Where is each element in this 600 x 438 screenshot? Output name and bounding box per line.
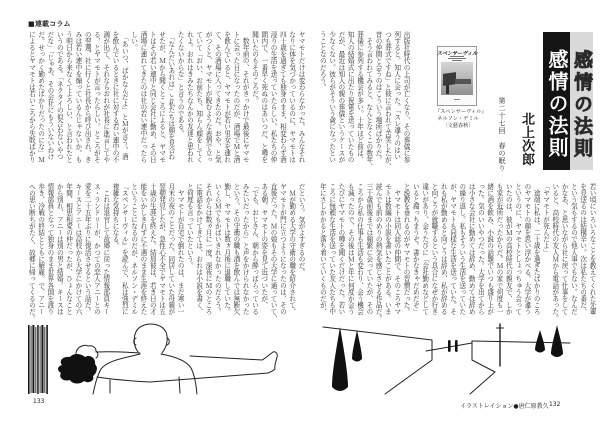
section-label: ■連載コラム	[28, 20, 71, 28]
text-column: も家が近所だったからだ。Ｍの家で何度も一	[495, 183, 504, 315]
text-column: 読んでも前のめりの熱気を感じさせる作品だ。	[374, 183, 383, 322]
text-column: によるとヤマモトは若いころから失敗ばかり	[27, 31, 36, 163]
text-column: Ｍが勤める大学の守衛の職を紹介されて、	[287, 183, 296, 315]
text-column: モトは数編の小説を書いたことがある。いま	[383, 183, 392, 315]
illustration-couple	[0, 300, 310, 410]
text-column: それからは数ヵ月に一度、深夜にＭのところ	[204, 183, 213, 315]
cover-text-line	[448, 58, 466, 59]
text-column: ある朝、ヤマモトの姿を見て近づいたが、	[259, 183, 268, 309]
text-column: かなあ、と思いながら社に戻って仕事をして	[560, 183, 569, 315]
text-column: の翌週、社に行くと社長から呼び出され、き	[83, 31, 92, 163]
text-column: ヤマモトは同人誌の仲間で、そのころヤマ	[392, 183, 401, 315]
left-page-upper-text	[24, 31, 305, 177]
text-column: いると、高校時代の友人Ｍから電話があった。	[550, 183, 559, 322]
text-column: った。気のいいやつだった。大学を出てから	[476, 183, 485, 315]
text-column: そう言われてみると、なんとなくこの数年、	[364, 31, 373, 170]
man-ear-left	[134, 338, 136, 345]
text-column: に電話をかけてきては、おれは小説を書く、	[194, 183, 203, 315]
text-column: 勤し、ヤマモトは数ヵ月後に退職していた。	[222, 183, 231, 315]
vertical-stripes-pattern	[28, 325, 48, 394]
text-column: ス・ランドリーが、かつての恋人アニーとの	[92, 183, 101, 315]
text-column: ころから私の仕事も生活も変わり、会う機会	[355, 183, 364, 315]
text-column: みたいだったから」と声をかけられなかった	[241, 183, 250, 315]
text-column: いうのである。「ネクタイの似合わないやつ	[55, 31, 64, 160]
right-page-upper-text	[316, 31, 410, 177]
text-column: ヤマモトが門に立つようになったのは、その	[278, 183, 287, 315]
text-column: トはその若い連中と同じ会社に勤め、その日	[148, 31, 157, 163]
text-column: 『スペンサーヴィル』を読んで、私は強烈に	[120, 183, 129, 315]
woman-legs	[97, 352, 277, 382]
text-column: 年間、相思相愛の仲だったが、ひょんなこと	[64, 183, 73, 315]
text-column: たびにヤマモトの噂を聞くだけだった。若い	[336, 183, 345, 315]
distant-figure	[455, 340, 458, 352]
text-column: という。その守衛の職も酒を飲んでは無断欠	[231, 183, 240, 315]
man-left-shoulder	[93, 354, 140, 394]
page-number-left: 133	[33, 398, 45, 405]
text-column: 「あいつ、ばかなんだよ」とＭが言う。酒	[120, 31, 129, 160]
text-column: 歩き、冷戦の終結とともに解雇。で、アニー	[36, 183, 45, 315]
text-column: たくないからな」と言うのである。	[176, 31, 185, 137]
text-column: が、ヤマモトも同様な生活を送っていた。そ	[448, 183, 457, 315]
text-column: いくらＭでもかばいきれなかったのだろう。	[213, 183, 222, 315]
text-column: 「でも、おじさん、朝から酔っぱらっている	[250, 183, 259, 315]
text-column: 出版社時代の上司が亡くなり、その葬儀に参	[402, 31, 410, 163]
title-block	[543, 32, 570, 170]
text-column: 浸りの生活を送っていたらしい。私たちの仲	[269, 31, 278, 163]
text-column: と向こうが就職するという具合になぜか行き	[429, 183, 438, 315]
text-column: ころに無頼な生活を送っていた友人たちも中	[327, 183, 336, 315]
page-number-right: 132	[549, 401, 561, 408]
text-column: 翌朝発見したが、急性心不全でヤマモトは五	[157, 183, 166, 315]
text-column: 数年前の、それがきっかけで最後にヤマモ	[241, 31, 250, 163]
text-column: 緒に酒を飲み、小説の話題でいつも盛り上が	[485, 183, 494, 315]
text-column: 間内で、一番早く死ぬのはあいつだ、と噂を	[259, 31, 268, 163]
text-column: から別れ、アニーは別の男と結婚。キースは	[55, 183, 64, 315]
installment-subtitle: 第二十七回 春の眠り	[498, 97, 506, 172]
text-column: みは若い連中を煽っているんじゃないか。も	[73, 31, 82, 163]
cypress-tree	[352, 330, 362, 362]
cypress-tree	[332, 327, 348, 391]
text-column: のヤマモトの顔を思い浮かべる。大学が違う	[522, 183, 531, 315]
text-column: がつくと、ヤマモトが睨むような表情で立っ	[204, 31, 213, 163]
text-column: 若い頃にいろいろなことを教えてくれた先輩	[588, 183, 596, 315]
text-column: というのに、ヤマモトとしょっちゅう会って	[513, 183, 522, 315]
text-column: 聞いたのもそのころだ。	[250, 31, 259, 104]
text-column: を見送るのは結構辛い。次は私たちの番だ、	[578, 183, 587, 315]
text-column: 情報部員となって独身のまま世界各国を渡り	[45, 183, 54, 315]
text-column: 少なくない。彼らがそういう歳になったとい	[327, 31, 336, 163]
text-column: う明日から来なくてよろしい、と言われたと	[64, 31, 73, 163]
text-column: しい。	[129, 31, 138, 51]
text-column: る、とヤマモトが言ったらしい。ところがそ	[92, 31, 101, 163]
book-cover-photo	[441, 62, 473, 95]
cover-text-line	[450, 56, 464, 57]
cypress-tree	[551, 325, 563, 357]
man-head	[134, 324, 167, 353]
text-column: キースとアニーは高校から大学にかけての六	[73, 183, 82, 315]
text-column: 月末の夜のことだった。同居していた母親が	[166, 183, 175, 315]
text-column: 途端に私は、二十歳を過ぎたばかりのころ	[532, 183, 541, 315]
text-column: だが、最近は知人の親の葬儀というケースが	[336, 31, 345, 163]
text-column: いると腐っちまうぞ。書かなきゃだめだぞ」	[411, 183, 420, 315]
text-column: ということになるのだが、ネルソン・デミル	[129, 183, 138, 315]
book-caption-publisher: 〔文藝春秋〕	[442, 123, 474, 129]
text-column: 直後だった。Ｍの娘もその大学に通っていて、	[269, 183, 278, 322]
text-column: 三十歳前後までは頻繁に会っていたが、その	[364, 183, 373, 315]
text-column: いたのは、彼がＭの高校時代の親友で、しか	[504, 183, 513, 315]
illustration-road	[315, 318, 600, 400]
text-column: 年にさしかかると落ち着いていくものだが、	[318, 183, 327, 315]
text-column: 十歳の生涯を終えた。結局彼は、若き日の才	[148, 183, 157, 315]
text-column: 能をいかしきれずに不遇のまま生涯を終えた	[138, 183, 147, 315]
text-column: 「なんだいあれは」と私たちは顔を見合わ	[166, 31, 175, 160]
text-column: ていて「おい、お前たち、知らん顔をしてく	[194, 31, 203, 163]
book-caption	[435, 109, 487, 130]
text-column: への思い断ちがたく、故郷に帰ってくるのだ。	[27, 183, 36, 322]
text-column: の繰り返し。私もそういう生活を送っていた	[457, 183, 466, 315]
text-column: うことなのだろう。	[318, 31, 327, 91]
cover-publisher-mark	[454, 99, 460, 100]
text-column: 違いがあり、会うたびに「会社勤めなどして	[420, 183, 429, 315]
book-cover-title: スペンサーヴィル	[436, 51, 478, 57]
text-column: だな」「じゃあ、その会社にもういないわけ	[45, 31, 54, 160]
text-column: れも私が勤めると向こうは辞め、私が辞める	[439, 183, 448, 315]
text-column: 複雑な気持ちになる。	[111, 183, 120, 249]
woman-hair	[58, 354, 97, 384]
text-column: 愛を二十五年ぶりに復活させるという話だ。	[83, 183, 92, 315]
text-column: 列すると、知人に会った。「スレ違うのはい	[392, 31, 401, 160]
text-column: 酒場に連れてきたのは社の若い連中だったら	[138, 31, 147, 163]
text-column: 四十歳を過ぎても独身のまま、相変わらず酒	[278, 31, 287, 163]
text-column: も減ったので、その後はＭと年に何度か会う	[346, 183, 355, 315]
road-right-edge	[470, 341, 495, 394]
text-column: つも葬式ですね」と彼に言われて苦笑したが、	[383, 31, 392, 170]
text-column: 葬儀に参列する機会が多い。十年ほど前は、	[355, 31, 364, 163]
text-column: て、その酒場に入ってきたのだ。おや、と気	[213, 31, 222, 163]
text-column: トに会った日になったのだが、酒場でＭと酒	[231, 31, 240, 163]
text-column: れよ。おれはきみたちなんかの友達と思われ	[185, 31, 194, 163]
right-page-lower-text	[316, 183, 596, 325]
text-column: ヤマモトだけは変わらなかった。みんなそれ	[297, 31, 305, 163]
book-cover	[437, 46, 477, 106]
cover-text-line	[452, 60, 462, 61]
woman-body-top	[96, 352, 140, 353]
text-column: と説教を垂れるのがヤマモトの習慣だった。	[402, 183, 411, 315]
text-column: せたが、Ｍから聞くところによると、ヤマモ	[157, 31, 166, 163]
book-caption-title: 『スペンサーヴィル』	[435, 109, 487, 115]
text-column: という気もするので他人事でもない。なんだ	[569, 183, 578, 315]
illustration-credit: イラストレイション●唐仁原教久	[460, 403, 549, 410]
title-outline-block	[570, 32, 593, 170]
man-right-shoulder	[161, 354, 197, 394]
title-outline-text: 感情の法則	[571, 50, 593, 160]
cypress-tree	[535, 330, 545, 353]
cover-photo-figure	[446, 85, 449, 94]
text-column: 「ヤマモトが死んだよ」	[541, 183, 550, 256]
text-column: を飲んでいるときに社に対する若い連中の不	[111, 31, 120, 163]
text-column: だ。せっかく勤めたばかりだったのにな」Ｍ	[36, 31, 45, 163]
page-title: 感情の法則	[545, 49, 569, 159]
text-column: 昔の仲間と会うのはこういう場所ばかりだ。	[374, 31, 383, 163]
text-column: を飲んでいると、ヤマモトが若い男女を連れ	[222, 31, 231, 163]
cover-photo-shadow	[455, 79, 471, 84]
text-column: だという。気がよすぎるのだ。	[297, 183, 305, 276]
author-name: 北上次郎	[519, 112, 534, 167]
distant-figure	[448, 340, 451, 352]
text-column: ヤマモトが自宅で倒れたのは、まだ寒い一	[176, 183, 185, 315]
book-caption-author: ネルソン・デミル	[437, 116, 479, 122]
text-column: と何度も言っていたという。	[185, 183, 194, 269]
text-column: なりに体を気づかっているのに、ヤマモトは	[287, 31, 296, 163]
text-column: は小さな会社に勤めては辞め、勤めては辞め	[467, 183, 476, 315]
text-column: 知人の結婚式に出たり祝電を送っていたもの	[346, 31, 355, 163]
text-column: 満が出て、それならおれが社長に進言してや	[101, 31, 110, 163]
text-column: これは退官して故郷に戻った情報部員キー	[101, 183, 110, 315]
